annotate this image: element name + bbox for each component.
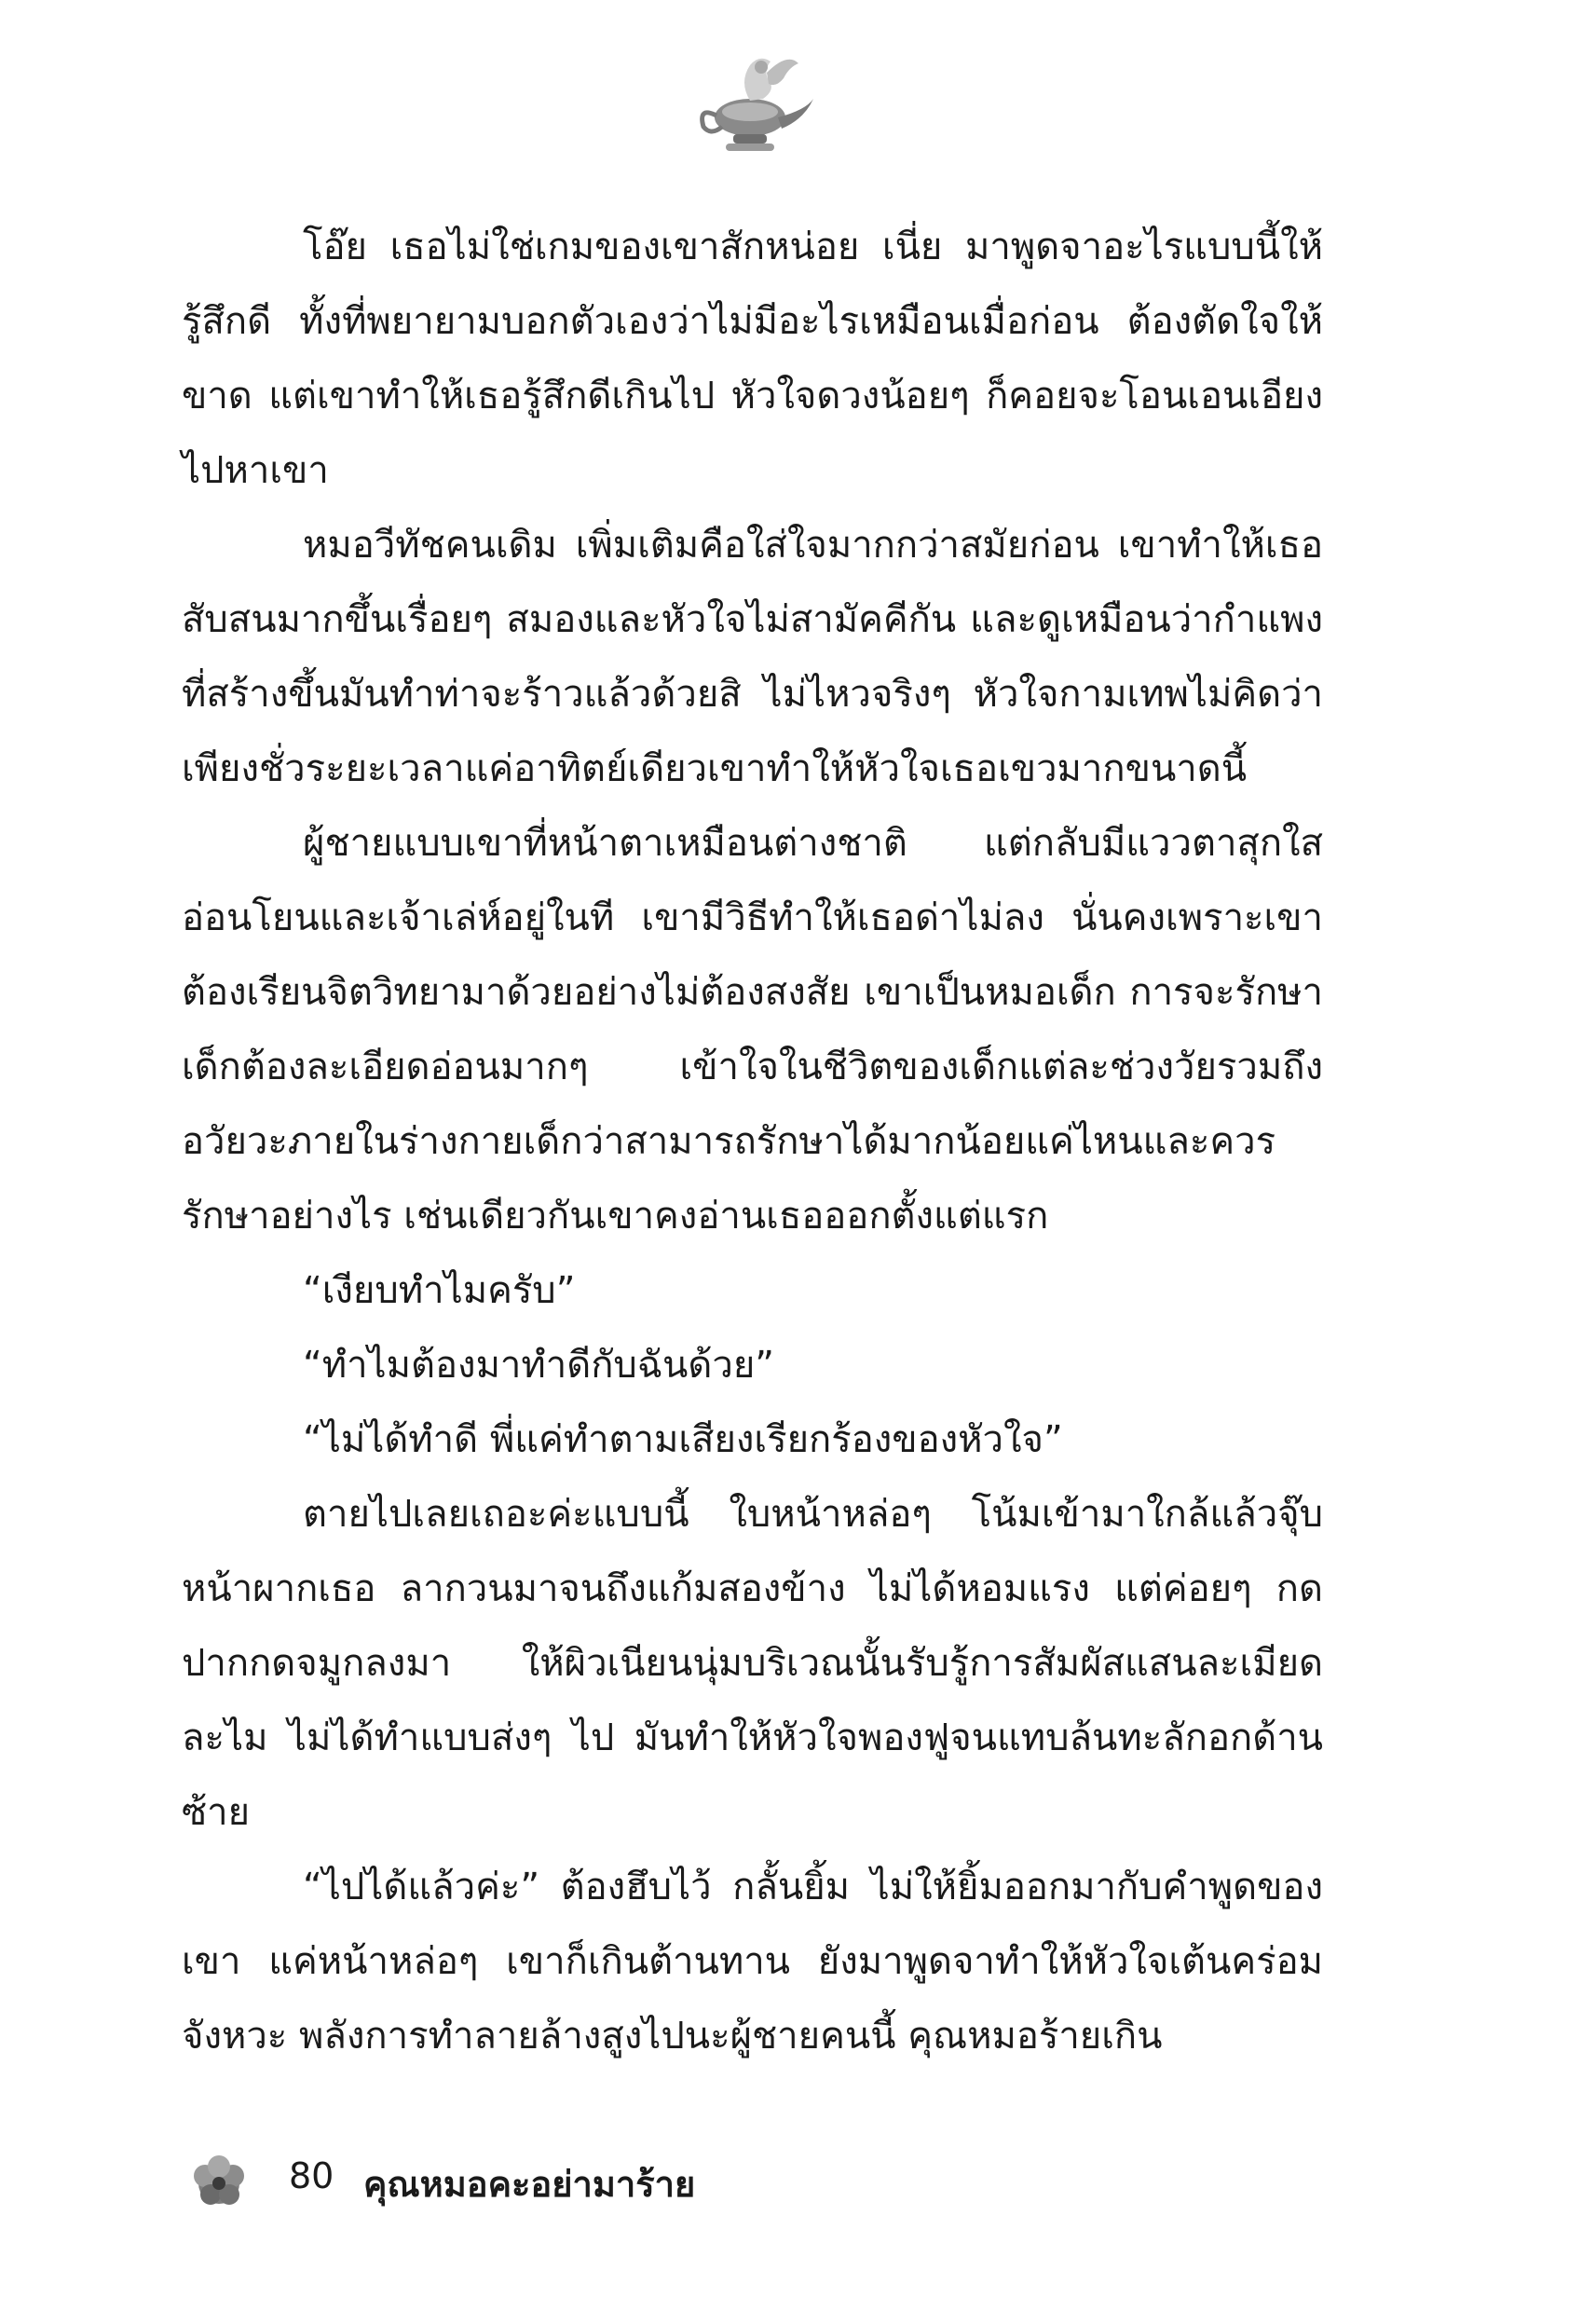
paragraph: ตายไปเลยเถอะค่ะแบบนี้ ใบหน้าหล่อๆ โน้มเข้ามาใกล้แล้วจุ๊บหน้าผากเธอ ลากวนมาจนถึงแก้มสองข้าง ไม่ได้หอมแรง แต่ค่อยๆ กดปากกดจมูกลงมา ให้ผิวเนียนนุ่มบริเวณนั้นรับรู้การสัมผัสแสนละเมียดละไม ไม่ได้ทำแบบส่งๆ ไป มันทำให้หัวใจพองฟูจนแทบล้นทะลักอกด้านซ้าย bbox=[182, 1493, 1323, 1834]
magic-lamp-icon bbox=[685, 45, 825, 166]
page-number: 80 bbox=[289, 2155, 334, 2196]
dialogue-line: “ไม่ได้ทำดี พี่แค่ทำตามเสียงเรียกร้องของหัวใจ” bbox=[303, 1418, 1063, 1461]
book-title: คุณหมอคะอย่ามาร้าย bbox=[363, 2164, 696, 2205]
paragraph: หมอวีทัชคนเดิม เพิ่มเติมคือใส่ใจมากกว่าสมัยก่อน เขาทำให้เธอสับสนมากขึ้นเรื่อยๆ สมองและหัวใจไม่สามัคคีกัน และดูเหมือนว่ากำแพงที่สร้างขึ้นมันทำท่าจะร้าวแล้วด้วยสิ ไม่ไหวจริงๆ หัวใจกามเทพไม่คิดว่าเพียงชั่วระยะเวลาแค่อาทิตย์เดียวเขาทำให้หัวใจเธอเขวมากขนาดนี้ bbox=[182, 524, 1323, 790]
body-text bbox=[182, 210, 1323, 2073]
paragraph: ผู้ชายแบบเขาที่หน้าตาเหมือนต่างชาติ แต่กลับมีแววตาสุกใสอ่อนโยนและเจ้าเล่ห์อยู่ในที เขามีวิธีทำให้เธอด่าไม่ลง นั่นคงเพราะเขาต้องเรียนจิตวิทยามาด้วยอย่างไม่ต้องสงสัย เขาเป็นหมอเด็ก การจะรักษาเด็กต้องละเอียดอ่อนมากๆ เข้าใจในชีวิตของเด็กแต่ละช่วงวัยรวมถึงอวัยวะภายในร่างกายเด็กว่าสามารถรักษาได้มากน้อยแค่ไหนและควรรักษาอย่างไร เช่นเดียวกันเขาคงอ่านเธอออกตั้งแต่แรก bbox=[182, 822, 1323, 1238]
dialogue-line: “เงียบทำไมครับ” bbox=[303, 1269, 576, 1312]
flower-ornament-icon bbox=[177, 2139, 261, 2222]
paragraph: “ไปได้แล้วค่ะ” ต้องฮึบไว้ กลั้นยิ้ม ไม่ให้ยิ้มออกมากับคำพูดของเขา แค่หน้าหล่อๆ เขาก็เกินต้านทาน ยังมาพูดจาทำให้หัวใจเต้นคร่อมจังหวะ พลังการทำลายล้างสูงไปนะผู้ชายคนนี้ คุณหมอร้ายเกิน bbox=[182, 1866, 1323, 2058]
paragraph: โอ๊ย เธอไม่ใช่เกมของเขาสักหน่อย เนี่ย มาพูดจาอะไรแบบนี้ให้รู้สึกดี ทั้งที่พยายามบอกตัวเองว่าไม่มีอะไรเหมือนเมื่อก่อน ต้องตัดใจให้ขาด แต่เขาทำให้เธอรู้สึกดีเกินไป หัวใจดวงน้อยๆ ก็คอยจะโอนเอนเอียงไปหาเขา bbox=[182, 226, 1323, 492]
dialogue-line: “ทำไมต้องมาทำดีกับฉันด้วย” bbox=[303, 1344, 774, 1387]
page-footer bbox=[177, 2139, 829, 2222]
